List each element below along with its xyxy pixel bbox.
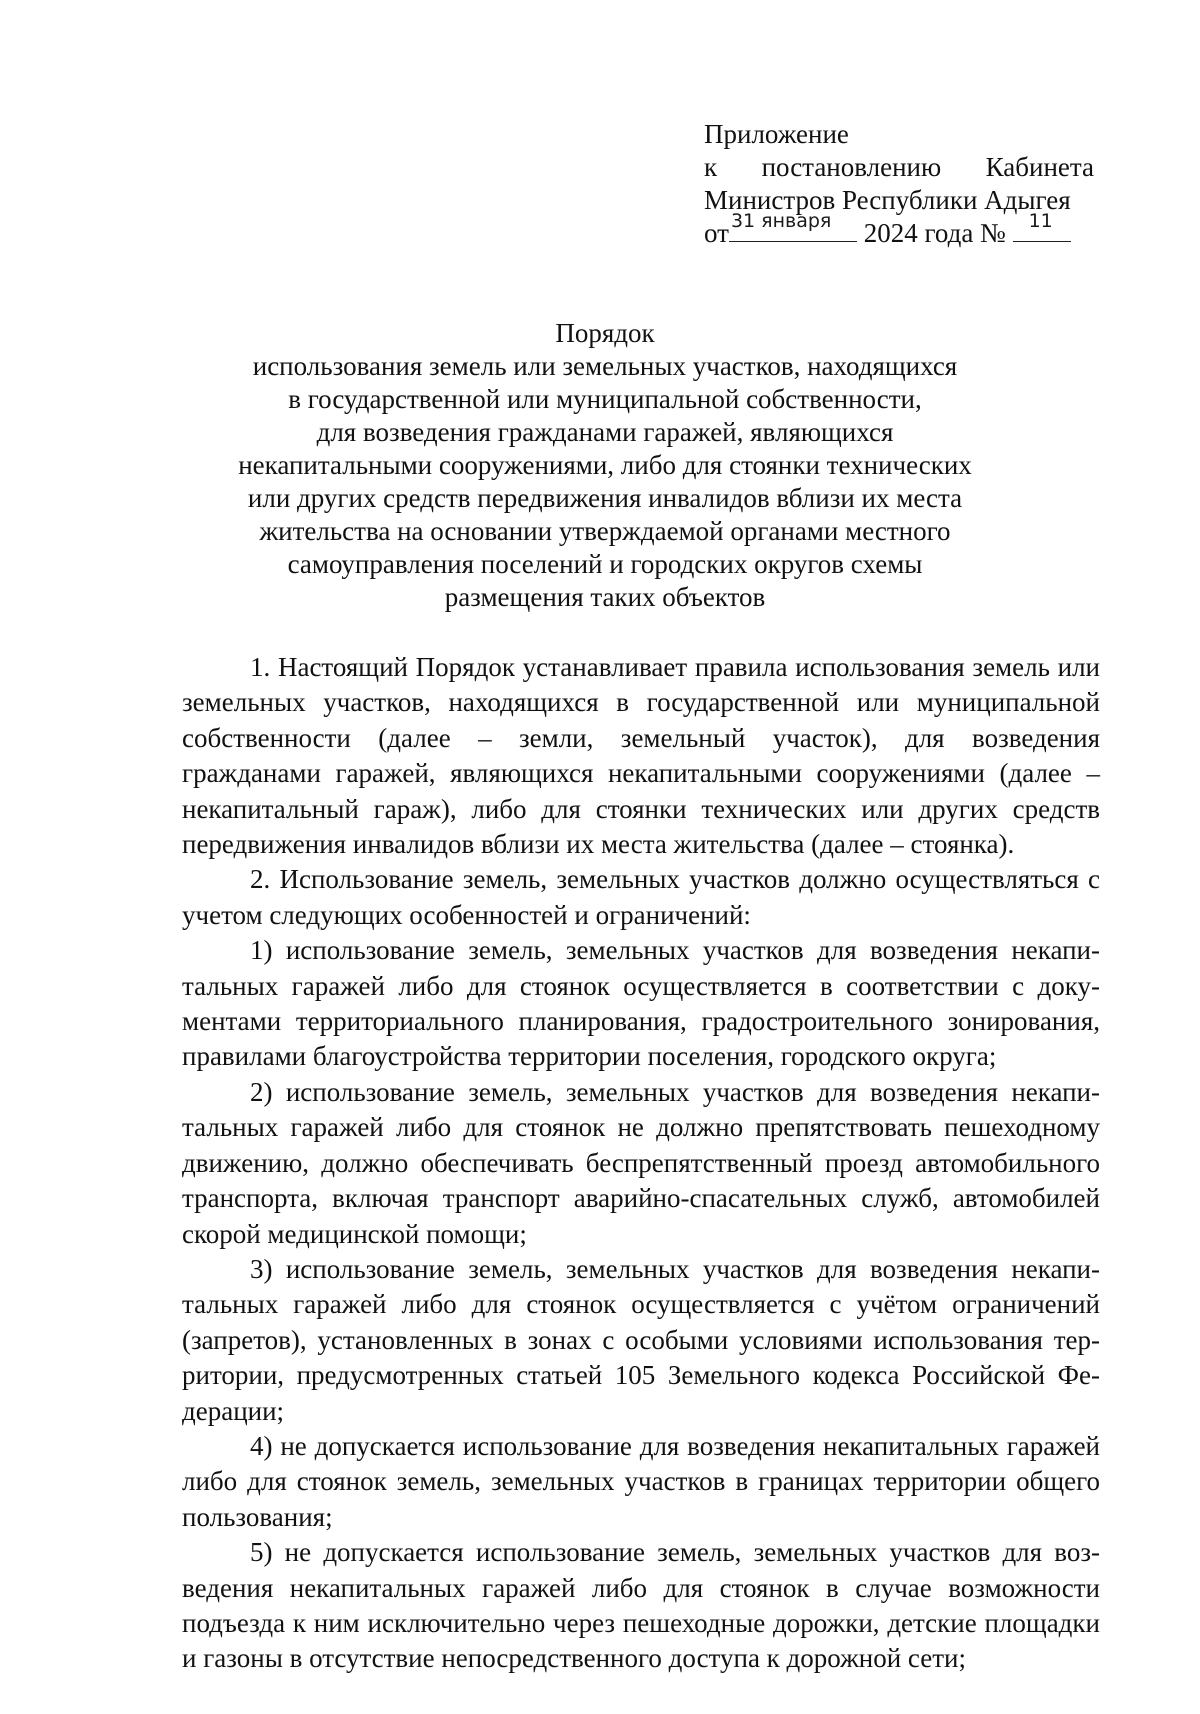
handwritten-date: 31 января [730,210,832,232]
paragraph-2-item-5: 5) не допускается использование земель, земельных участков для возведения некапитальных гаражей либо для стоянок в случае возможности подъезда к ним исключительно через пешеходные дорожки, детские площадки и газоны в отсутствие непосредственного доступа к дорожной сети; [182,1537,1100,1674]
title-line: для возведения гражданами гаражей, являющихся [316,417,894,447]
appendix-date-line [704,210,1094,250]
document-body [182,650,1100,1677]
appendix-block [704,118,1094,250]
handwritten-number: 11 [1028,210,1053,232]
paragraph-1: 1. Настоящий Порядок устанавливает правила использования земель или земельных участков, находящихся в государственной или муниципальной собственности (далее – земли, земельный участок), для возведения гражданами гаражей, являющихся некапитальными сооружениями (далее – некапитальный гараж), либо для стоянки технических или других средств передвижения инвалидов вблизи их места жительства (далее – стоянка). [182,652,1100,860]
date-underline [729,210,857,242]
paragraph-2: 2. Использование земель, земельных участков должно осуществляться с учетом следующих особенностей и ограничений: [182,864,1100,930]
year-text: 2024 года № [863,218,1006,248]
appendix-ministers-line: Министров Республики Адыгея [704,185,1071,215]
appendix-cabinet-word: Кабинета [985,152,1094,182]
title-line: размещения таких объектов [444,582,766,612]
document-title-block [160,317,1050,614]
number-underline [1013,210,1071,242]
appendix-preposition: к [704,152,718,182]
title-line: самоуправления поселений и городских округов схемы [287,549,923,579]
paragraph-2-item-4: 4) не допускается использование для возведения некапитальных гаражей либо для стоянок земель, земельных участков в границах территории общего пользования; [182,1430,1100,1532]
title-line: или других средств передвижения инвалидов вблизи их места [247,483,963,513]
paragraph-2-item-2: 2) использование земель, земельных участков для возведения некапитальных гаражей либо для стоянок не должно препятствовать пешеходному движению, должно обеспечивать беспрепятственный проезд автомобильного транспорта, включая транспорт аварийно-спасательных служб, автомобилей скорой медицинской помощи; [182,1076,1100,1249]
appendix-resolution-line [704,151,1094,184]
paragraph-2-item-3: 3) использование земель, земельных участков для возведения некапитальных гаражей либо для стоянок осуществляется с учётом ограничений (запретов), установленных в зонах с особыми условиями использования территории, предусмотренных статьей 105 Земельного кодекса Российской Федерации; [182,1253,1100,1426]
document-heading: Порядок [555,318,655,348]
paragraph-2-item-1: 1) использование земель, земельных участков для возведения некапитальных гаражей либо для стоянок осуществляется в соответствии с документами территориального планирования, градостроительного зонирования, правилами благоустройства территории поселения, городского округа; [182,935,1100,1072]
date-prefix: от [704,218,729,248]
title-line: в государственной или муниципальной собственности, [288,384,922,414]
appendix-title: Приложение [704,119,849,149]
appendix-resolution-word: постановлению [761,152,942,182]
title-line: некапитальными сооружениями, либо для стоянки технических [238,450,972,480]
title-line: жительства на основании утверждаемой органами местного [259,516,951,546]
title-line: использования земель или земельных участков, находящихся [252,351,958,381]
